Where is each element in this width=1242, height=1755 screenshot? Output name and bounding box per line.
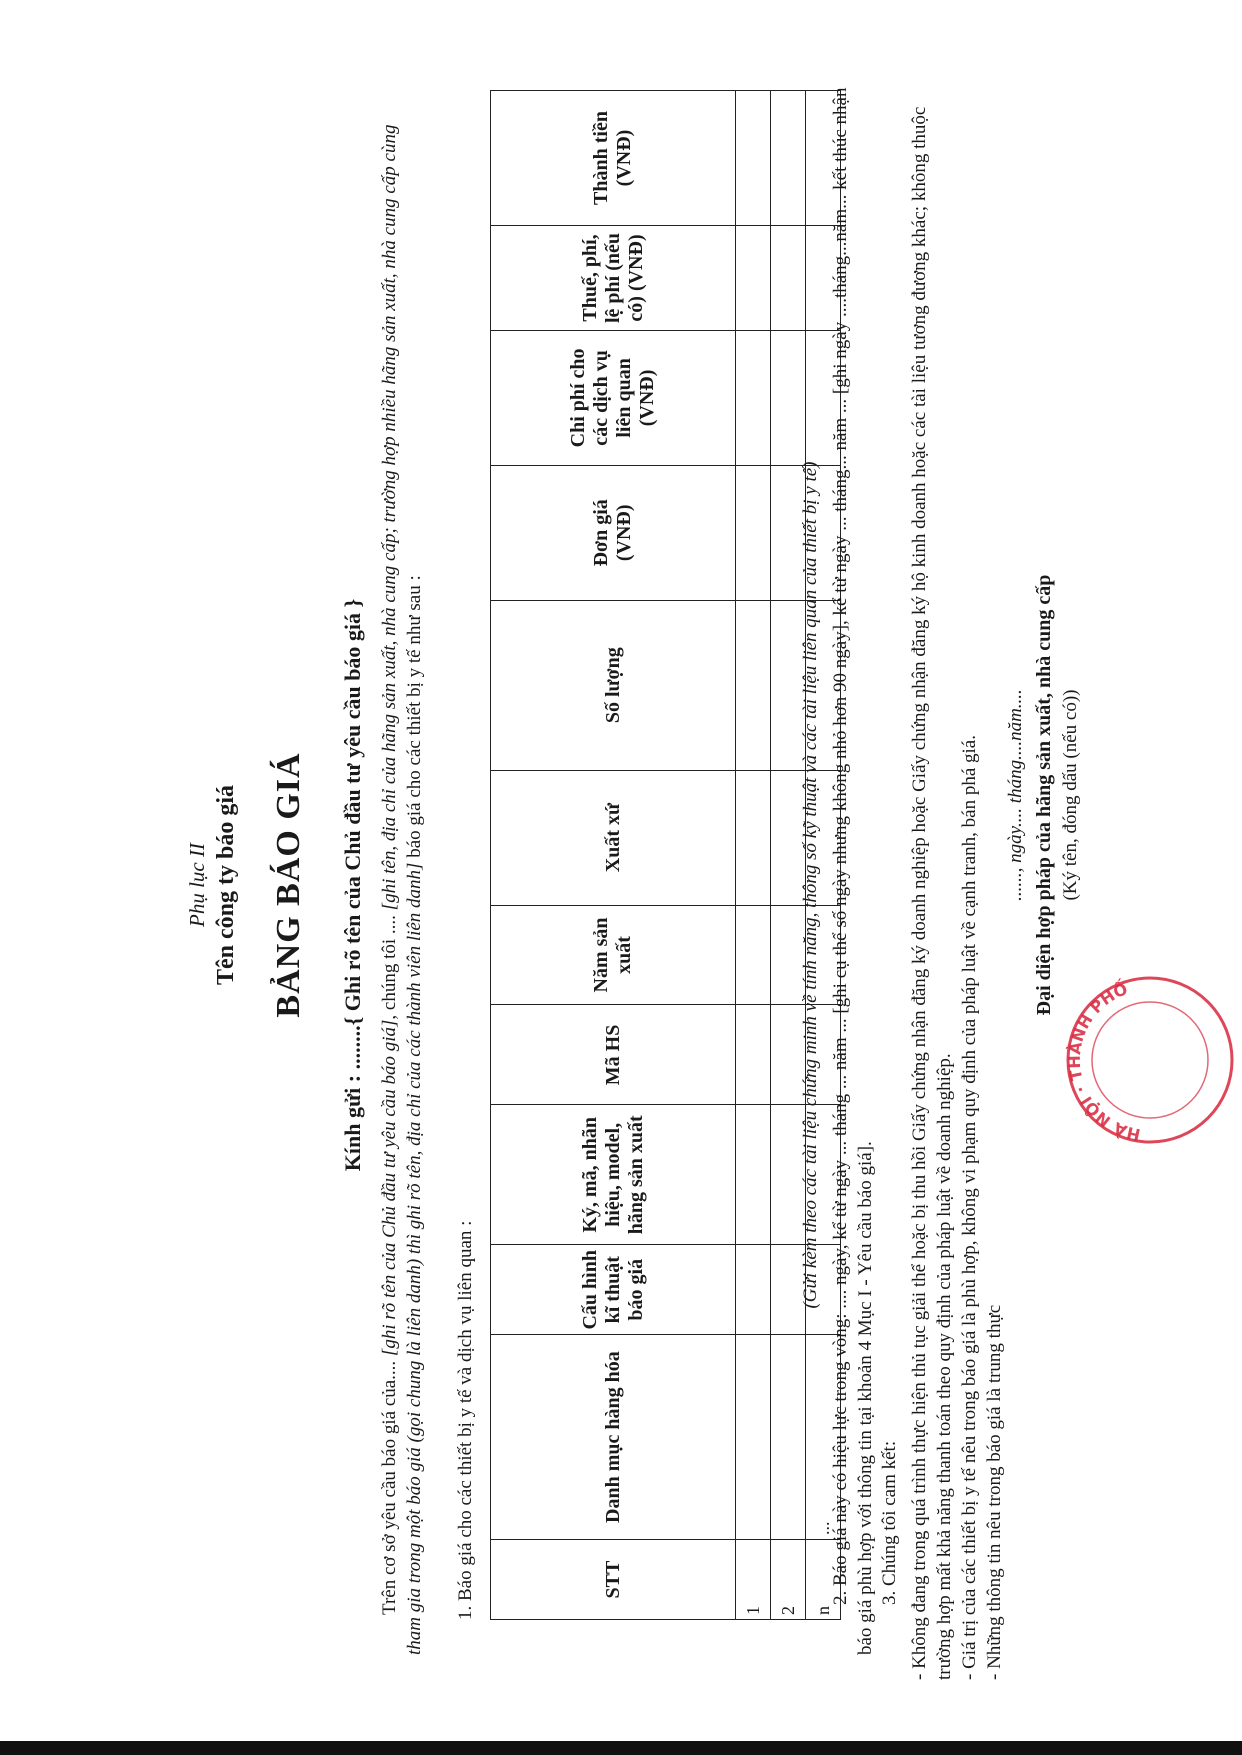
- col-service-cost: Chi phí cho các dịch vụ liên quan (VNĐ): [491, 330, 736, 465]
- signer-note: (Ký tên, đóng dấu (nếu có)): [1060, 689, 1081, 901]
- scan-edge: [0, 1741, 1242, 1755]
- appendix-label: Phụ lục II: [185, 843, 209, 927]
- table-row: [736, 91, 771, 1620]
- col-goods-list: Danh mục hàng hóa: [491, 1335, 736, 1540]
- commit-heading: 3. Chúng tôi cam kết:: [879, 1440, 900, 1605]
- col-stt: STT: [491, 1540, 736, 1620]
- cell-stt: n: [806, 1540, 841, 1620]
- cell-stt: 2: [771, 1540, 806, 1620]
- addressee: [340, 55, 366, 1715]
- table-header-row: [491, 91, 736, 1620]
- intro-text-1: Trên cơ sở yêu cầu báo giá của....: [379, 1356, 400, 1615]
- commitment-item: - Không đang trong quá trình thực hiện thủ tục giải thể hoặc bị thu hồi Giấy chứng nhận đăng ký doanh nghiệp hoặc Giấy chứng nhận đăng ký hộ kinh doanh hoặc các tài liệu tương đương khác; không thuộc trường hợp mất khả năng thanh toán theo quy định của pháp luật về doanh nghiệp.: [909, 106, 955, 1680]
- commitment-item: - Giá trị của các thiết bị y tế nêu trong báo giá là phù hợp, không vi phạm quy định của pháp luật về cạnh tranh, bán phá giá.: [959, 735, 980, 1680]
- stamp-text: HÀ NỘI · THÀNH PHỐ: [1064, 979, 1143, 1145]
- col-total: Thành tiền (VNĐ): [491, 91, 736, 226]
- intro-italic-2: [ghi tên, địa chỉ của hãng sản xuất, nhà cung cấp; trường hợp nhiều hãng sản xuất, nhà cung cấp cùng tham gia trong một báo giá (gọi chung là liên danh) thì ghi rõ tên, địa chỉ của các thành viên liên danh]: [379, 124, 425, 1655]
- cell-goods: ...: [806, 1335, 841, 1540]
- col-quantity: Số lượng: [491, 600, 736, 770]
- validity-text-1: 2. Báo giá này có hiệu lực trong vòng: .... ngày, kể từ ngày ... tháng ... năm ...: [830, 1013, 851, 1605]
- intro-italic-1: [ghi rõ tên của Chủ đầu tư yêu cầu báo giá]: [379, 1019, 400, 1357]
- validity-text-2: [ghi cụ thể số ngày nhưng không nhỏ hơn 90 ngày]: [830, 624, 851, 1014]
- validity-text-5: .: [855, 1141, 876, 1146]
- attachment-note: (Gửi kèm theo các tài liệu chứng minh về tính năng, thông số kỹ thuật và các tài liệu liên quan của thiết bị y tế): [800, 461, 821, 1309]
- col-config: Cấu hình kĩ thuật báo giá: [491, 1245, 736, 1335]
- cell-goods: [736, 1335, 771, 1540]
- quote-table: [490, 90, 841, 1620]
- commitment-item: - Những thông tin nêu trong báo giá là trung thực: [984, 1304, 1005, 1680]
- addressee-prefix: Kính gửi : ........: [340, 1025, 365, 1172]
- col-origin: Xuất xứ: [491, 770, 736, 905]
- col-tax: Thuế, phí, lệ phí (nếu có) (VNĐ): [491, 226, 736, 331]
- item-heading: 1. Báo giá cho các thiết bị y tế và dịch vụ liên quan :: [455, 1220, 476, 1620]
- signer-title: Đại diện hợp pháp của hãng sản xuất, nhà cung cấp: [1033, 574, 1055, 1016]
- validity-text-3: , kể từ ngày ... tháng... năm ...: [830, 394, 851, 625]
- signature-date: ......, ngày.... tháng....năm....: [1005, 689, 1026, 901]
- commitments-list: [907, 90, 1007, 1680]
- col-hs-code: Mã HS: [491, 1005, 736, 1105]
- col-brand: Ký, mã, nhãn hiệu, model, hãng sản xuất: [491, 1105, 736, 1245]
- intro-text-2: , chúng tôi ....: [379, 910, 400, 1020]
- col-unit-price: Đơn giá (VNĐ): [491, 465, 736, 600]
- addressee-value: { Ghi rõ tên của Chủ đầu tư yêu cầu báo giá }: [340, 598, 365, 1026]
- document-page: [45, 55, 1195, 1715]
- intro-paragraph: [377, 95, 427, 1655]
- col-year: Năm sản xuất: [491, 905, 736, 1005]
- company-name: Tên công ty báo giá: [213, 785, 239, 986]
- document-title: BẢNG BÁO GIÁ: [270, 752, 307, 1018]
- validity-text-4: [ghi ngày ....tháng...năm... kết thúc nhận báo giá phù hợp với thông tin tại khoản 4 Mục I - Yêu cầu báo giá]: [830, 87, 876, 1655]
- cell-stt: 1: [736, 1540, 771, 1620]
- intro-text-3: báo giá cho các thiết bị y tế như sau :: [404, 575, 425, 863]
- red-stamp: [1055, 970, 1235, 1150]
- validity-paragraph: [828, 85, 878, 1655]
